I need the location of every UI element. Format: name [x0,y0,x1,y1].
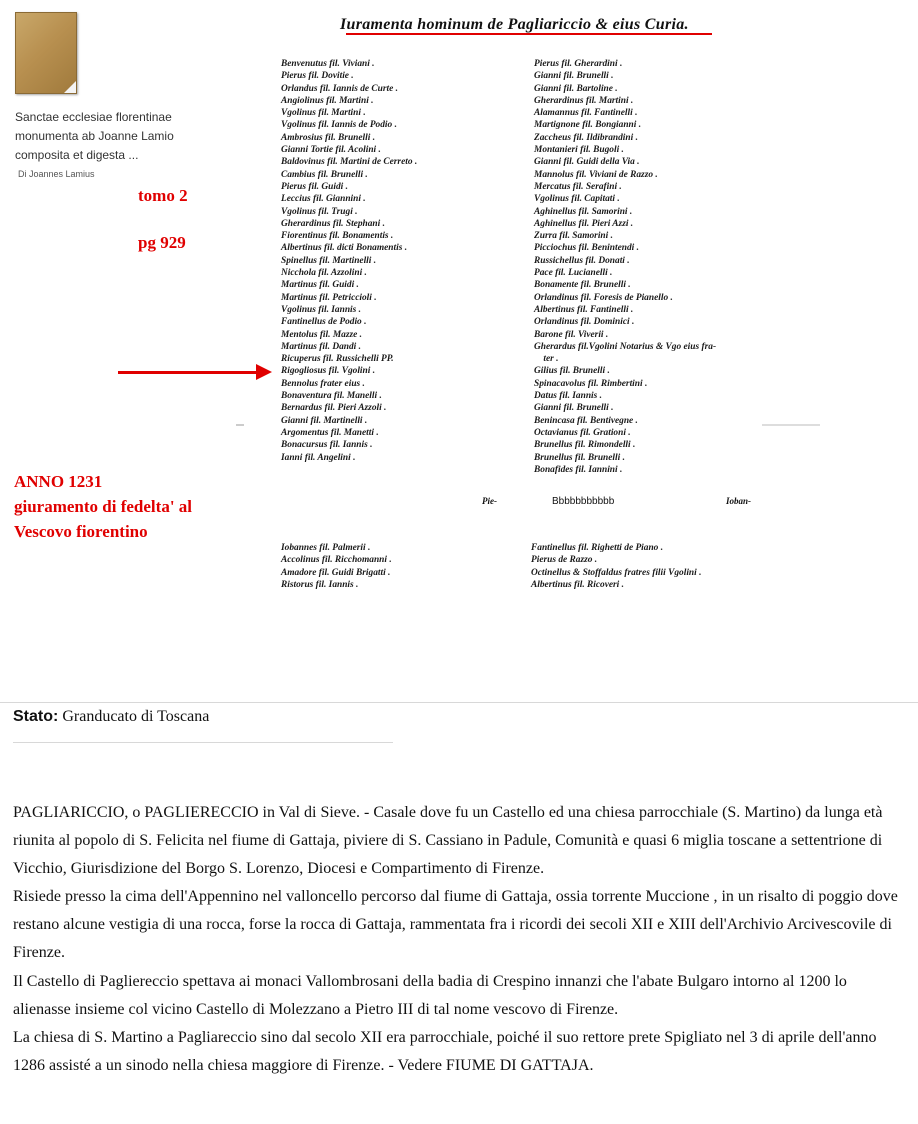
anno-line: ANNO 1231 [14,472,103,491]
name-entry: Aghinellus fil. Samorini . [534,206,633,217]
name-entry: Vgolinus fil. Martini . [281,108,366,119]
name-entry: Martinus fil. Petriccioli . [281,292,377,303]
name-entry: Orlandinus fil. Dominici . [534,317,635,328]
name-entry: Gianni fil. Bartoline . [534,83,618,94]
paragraph: La chiesa di S. Martino a Pagliareccio sino dal secolo XII era parrocchiale, poiché il suo rettore prete Spigliato nel 3 di aprile dell'anno 1286 assisté a un sinodo nella chiesa maggiore di Firenze. - Vedere FIUME DI GATTAJA. [13,1028,877,1074]
year-annotation [14,469,192,544]
name-entry: Bonafides fil. Iannini . [534,464,623,475]
name-entry: Rigogliosus fil. Vgolini . [281,366,376,377]
description-text [13,799,903,1080]
name-entry: Pierus fil. Guidi . [281,181,348,192]
name-entry: Albertinus fil. dicti Bonamentis . [281,243,408,254]
page-curl-icon [64,81,76,93]
anno-line: Vescovo fiorentino [14,522,148,541]
name-entry: Octavianus fil. Grationi . [534,427,631,438]
name-entry: Gianni Tortie fil. Acolini . [281,145,381,156]
name-entry: Ricuperus fil. Russichelli PP. [281,354,394,365]
signature-mark: Bbbbbbbbbbb [552,496,615,507]
name-entry: Leccius fil. Giannini . [281,194,366,205]
name-entry: Gianni fil. Brunelli . [534,403,614,414]
red-arrow-icon [256,364,272,380]
paragraph: Risiede presso la cima dell'Appennino nel valloncello percorso dal fiume di Gattaja, ossia torrente Muccione , in un risalto di poggio dove restano alcune vestigia di una rocca, forse la rocca di Gattaja, rammentata fra i ricordi dei secoli XII e XIII dell'Archivio Arcivescovile di Firenze. [13,888,898,962]
name-entry: Albertinus fil. Ricoveri . [531,579,624,590]
name-entry: Mentolus fil. Mazze . [281,329,363,340]
name-entry: Benincasa fil. Bentivegne . [534,415,638,426]
book-author: Di Joannes Lamius [18,169,95,179]
document-title: Iuramenta hominum de Pagliariccio & eius Curia. [340,16,689,33]
title-underline [346,33,712,35]
name-entry: Fiorentinus fil. Bonamentis . [281,231,394,242]
name-entry: Picciochus fil. Benintendi . [534,243,639,254]
name-entry: Fantinellus fil. Righetti de Piano . [531,543,664,553]
name-entry: Vgolinus fil. Trugi . [281,206,358,217]
paragraph: PAGLIARICCIO, o PAGLIERECCIO in Val di Sieve. - Casale dove fu un Castello ed una chiesa parrocchiale (S. Martino) da lunga età riunita al popolo di S. Felicita nel fiume di Gattaja, piviere di S. Cassiano in Padule, Comunità e quasi 6 miglia toscane a settentrione di Vicchio, Giurisdizione del Borgo S. Lorenzo, Diocesi e Compartimento di Firenze. [13,804,883,878]
scan-mark [762,424,820,426]
name-entry: Vgolinus fil. Iannis de Podio . [281,120,397,131]
name-entry: Russichellus fil. Donati . [534,255,630,266]
book-title-link[interactable]: Sanctae ecclesiae florentinae monumenta ab Joanne Lamio composita et digesta ... [15,110,174,162]
name-entry: Angiolinus fil. Martini . [281,95,374,106]
name-entry: Baldovinus fil. Martini de Cerreto . [281,157,418,168]
name-entry: Zaccheus fil. Ildibrandini . [534,132,638,143]
name-entry: Orlandus fil. Iannis de Curte . [281,83,398,94]
name-entry: Nicchola fil. Azzolini . [281,268,367,279]
scan-mark [236,424,244,426]
name-entry: Argomentus fil. Manetti . [281,427,379,438]
name-entry: Martignone fil. Bongianni . [534,120,642,131]
name-entry: Gianni fil. Martinelli . [281,415,368,426]
stato-label: Stato: [13,708,59,725]
name-entry: Pierus fil. Gherardini . [534,59,623,69]
names-column-4 [531,542,701,591]
name-entry: Bernardus fil. Pieri Azzoli . [281,403,387,414]
name-entry: Alamannus fil. Fantinelli . [534,108,638,119]
name-entry: Gianni fil. Brunelli . [534,71,614,82]
stato-row [13,708,209,726]
name-entry: Bonaventura fil. Manelli . [281,391,382,402]
name-entry: Gianni fil. Guidi della Via . [534,157,640,168]
name-entry: Iobannes fil. Palmerii . [281,543,371,553]
divider [13,742,393,743]
name-entry: Ristorus fil. Iannis . [281,579,359,590]
name-entry: Gherardus fil.Vgolini Notarius & Vgo eius fra- [534,341,717,352]
red-arrow-shaft [118,371,258,374]
name-entry: Benvenutus fil. Viviani . [281,59,375,69]
divider [0,702,918,703]
name-entry: Octinellus & Stoffaldus fratres filii Vgolini . [531,567,702,578]
name-entry: Martinus fil. Guidi . [281,280,359,291]
name-entry: Spinellus fil. Martinelli . [281,255,377,266]
paragraph: Il Castello di Pagliereccio spettava ai monaci Vallombrosani della badia di Crespino innanzi che l'abate Bulgaro intorno al 1200 lo alienasse insieme col vicino Castello di Molezzano a Pietro III di tal nome vescovo di Firenze. [13,972,847,1018]
name-entry: Ianni fil. Angelini . [281,452,356,463]
name-entry: Cambius fil. Brunelli . [281,169,368,180]
name-entry: Spinacavolus fil. Rimbertini . [534,378,648,389]
names-column-1 [281,58,417,464]
anno-line: giuramento di fedelta' al [14,497,193,516]
book-thumbnail[interactable] [15,12,77,94]
name-entry: Ambrosius fil. Brunelli . [281,132,376,143]
name-entry: Pierus fil. Dovitie . [281,71,354,82]
name-entry: Accolinus fil. Ricchomanni . [281,555,392,566]
names-column-3 [281,542,392,591]
stato-value: Granducato di Toscana [62,708,210,725]
name-entry: Orlandinus fil. Foresis de Pianello . [534,292,673,303]
name-entry: Martinus fil. Dandi . [281,341,361,352]
names-column-2 [534,58,716,476]
name-entry: Fantinellus de Podio . [281,317,367,328]
name-entry: Barone fil. Viverii . [534,329,609,340]
name-entry: Albertinus fil. Fantinelli . [534,304,634,315]
name-entry: Bennolus frater eius . [281,378,365,389]
name-entry: Gilius fil. Brunelli . [534,366,610,377]
name-entry: Vgolinus fil. Capitati . [534,194,620,205]
name-entry: Datus fil. Iannis . [534,391,602,402]
name-entry: Zurra fil. Samorini . [534,231,613,242]
name-entry: Bonacursus fil. Iannis . [281,440,373,451]
volume-annotation: tomo 2 [138,186,188,205]
name-entry: Pierus de Razzo . [531,555,598,566]
name-entry: Mannolus fil. Viviani de Razzo . [534,169,658,180]
name-entry: Mercatus fil. Serafini . [534,181,622,192]
name-entry: Brunellus fil. Rimondelli . [534,440,636,451]
catchword-right: Ioban- [726,496,752,506]
name-entry: Vgolinus fil. Iannis . [281,304,361,315]
name-entry: Pace fil. Lucianelli . [534,268,613,279]
name-entry: Gherardinus fil. Martini . [534,95,634,106]
name-entry: Montanieri fil. Bugoli . [534,145,624,156]
page-annotation: pg 929 [138,233,186,252]
name-entry: Gherardinus fil. Stephani . [281,218,385,229]
name-entry: Brunellus fil. Brunelli . [534,452,625,463]
catchword-left: Pie- [482,496,497,506]
name-entry: Aghinellus fil. Pieri Azzi . [534,218,634,229]
name-entry: ter . [534,354,559,365]
name-entry: Bonamente fil. Brunelli . [534,280,631,291]
name-entry: Amadore fil. Guidi Brigatti . [281,567,391,578]
